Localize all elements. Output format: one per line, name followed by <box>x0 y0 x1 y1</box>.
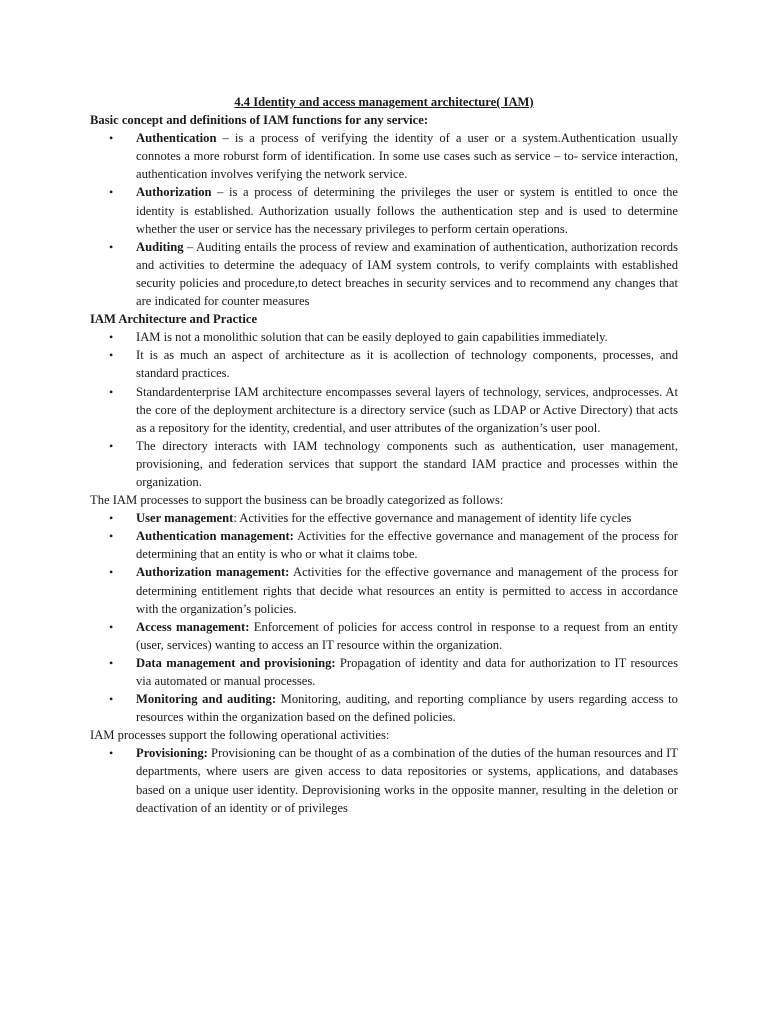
functions-list <box>90 129 678 310</box>
bullet-icon: • <box>109 131 114 146</box>
arch-heading: IAM Architecture and Practice <box>90 312 258 327</box>
term-label: Auditing <box>136 239 184 254</box>
bullet-icon: • <box>109 692 114 707</box>
term-label: User management <box>136 511 234 526</box>
item-text: Activities for the effective governance and management of the process for determining entitlement rights that decide what resources an entity is permitted to access in accordance with the organization’s policies. <box>136 565 678 616</box>
item-text: Monitoring, auditing, and reporting compliance by users regarding access to resources within the organization based on the defined policies. <box>136 692 678 725</box>
term-label: Authentication <box>136 131 217 146</box>
bullet-icon: • <box>109 330 114 345</box>
bullet-icon: • <box>109 655 114 670</box>
term-label: Provisioning: <box>136 746 208 761</box>
bullet-icon: • <box>109 529 114 544</box>
item-text: It is as much an aspect of architecture as it is acollection of technology components, processes, and standard practices. <box>136 348 678 381</box>
processes-intro: The IAM processes to support the business can be broadly categorized as follows: <box>90 493 504 508</box>
list-item <box>109 346 678 382</box>
page-title: 4.4 Identity and access management architecture( IAM) <box>234 95 534 109</box>
item-text: – is a process of verifying the identity of a user or a system.Authentication usually connotes a more roburst form of identification. In some use cases such as service – to- service interaction, authentication involves verifying the network service. <box>136 131 678 182</box>
list-item <box>109 129 678 183</box>
bullet-icon: • <box>109 384 114 399</box>
item-text: – Auditing entails the process of review and examination of authentication, authorization records and activities to determine the adequacy of IAM system controls, to verify complaints with established security policies and procedure,to detect breaches in security services and to recommend any changes that are indicated for counter measures <box>136 239 678 309</box>
list-item <box>109 563 678 617</box>
bullet-icon: • <box>109 348 114 363</box>
processes-list <box>90 509 678 726</box>
bullet-icon: • <box>109 746 114 761</box>
bullet-icon: • <box>109 185 114 200</box>
bullet-icon: • <box>109 239 114 254</box>
item-text: IAM is not a monolithic solution that can be easily deployed to gain capabilities immediately. <box>136 330 608 345</box>
list-item <box>109 618 678 654</box>
term-label: Data management and provisioning: <box>136 655 336 670</box>
item-text: Standardenterprise IAM architecture encompasses several layers of technology, services, andprocesses. At the core of the deployment architecture is a directory service (such as LDAP or Active Directory) that acts as a repository for the identity, credential, and user attributes of the organization’s user pool. <box>136 384 678 435</box>
bullet-icon: • <box>109 619 114 634</box>
item-text: The directory interacts with IAM technology components such as authentication, user management, provisioning, and federation services that support the standard IAM practice and processes within the organization. <box>136 438 678 489</box>
term-label: Authorization management: <box>136 565 290 580</box>
list-item <box>109 527 679 563</box>
list-item <box>109 690 678 726</box>
term-label: Authentication management: <box>136 529 294 544</box>
ops-list <box>90 744 678 816</box>
term-label: Monitoring and auditing: <box>136 692 277 707</box>
arch-list <box>90 328 678 491</box>
list-item <box>109 654 679 690</box>
term-label: Access management: <box>136 619 250 634</box>
ops-intro: IAM processes support the following operational activities: <box>90 728 390 743</box>
list-item <box>109 183 678 237</box>
list-item <box>109 744 678 816</box>
list-item <box>109 238 678 310</box>
bullet-icon: • <box>109 438 114 453</box>
list-item <box>109 509 678 527</box>
list-item <box>109 328 678 346</box>
item-text: Enforcement of policies for access control in response to a request from an entity (user, services) wanting to access an IT resource within the organization. <box>136 619 678 652</box>
document-page <box>90 93 678 817</box>
item-text: : Activities for the effective governance and management of identity life cycles <box>233 511 632 526</box>
item-text: Activities for the effective governance and management of the process for determining that an entity is who or what it claims tobe. <box>136 529 679 562</box>
item-text: – is a process of determining the privileges the user or system is entitled to once the identity is established. Authorization usually follows the authentication step and is used to determine whether the user or service has the necessary privileges to perform certain operations. <box>136 185 678 236</box>
bullet-icon: • <box>109 565 114 580</box>
list-item <box>109 383 678 437</box>
item-text: Propagation of identity and data for authorization to IT resources via automated or manual processes. <box>136 655 679 688</box>
list-item <box>109 437 678 491</box>
bullet-icon: • <box>109 511 114 526</box>
term-label: Authorization <box>136 185 212 200</box>
item-text: Provisioning can be thought of as a combination of the duties of the human resources and IT departments, where users are given access to data repositories or systems, applications, and databases based on a unique user identity. Deprovisioning works in the opposite manner, resulting in the deletion or deactivation of an identity or of privileges <box>136 746 678 815</box>
intro-heading: Basic concept and definitions of IAM functions for any service: <box>90 113 429 128</box>
